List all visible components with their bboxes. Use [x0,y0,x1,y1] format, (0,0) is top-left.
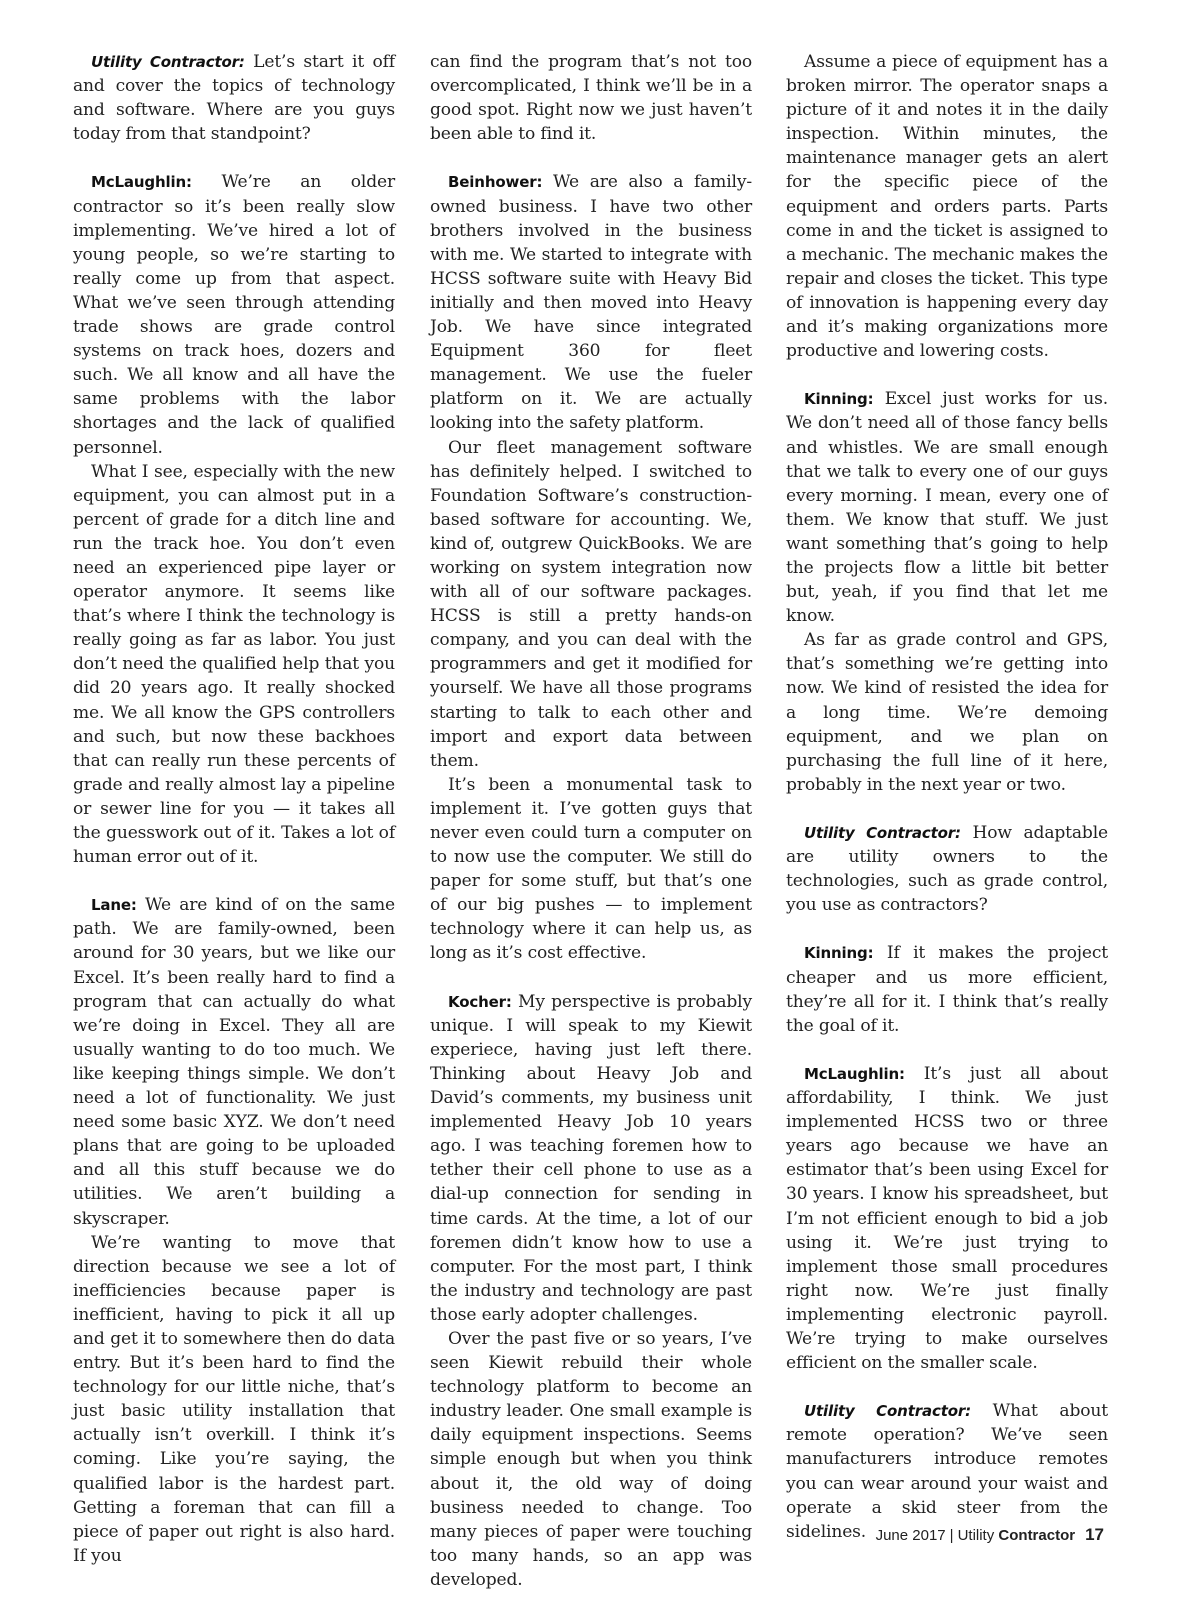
paragraph-text: Excel just works for us. We don’t need all of those fancy bells and whistles. We are small enough that we talk to every one of our guys every morning. I mean, every one of them. We know that stuff. We just want something that’s going to help the projects flow a little bit better but, yeah, if you find that let me know. [786,389,1108,627]
footer-separator: | [949,1527,954,1544]
paragraph-text: What I see, especially with the new equipment, you can almost put in a percent of grade for a ditch line and run the track hoe. You don’t even need an experienced pipe layer or operator anymore. It seems like that’s where I think the technology is really going as far as labor. You just don’t need the qualified help that you did 20 years ago. It really shocked me. We all know the GPS controllers and such, but now these backhoes that can really run these percents of grade and really almost lay a pipeline or sewer line for you — it takes all the guesswork out of it. Takes a lot of human error out of it. [73,461,395,868]
paragraph-text: We are kind of on the same path. We are family-owned, been around for 30 years, but we like our Excel. It’s been really hard to find a program that can actually do what we’re doing in Excel. They all are usually wanting to do too much. We like keeping things simple. We don’t need a lot of functionality. We just need some basic XYZ. We don’t need plans that are going to be uploaded and all this stuff because we do utilities. We aren’t building a skyscraper. [73,895,395,1229]
paragraph-gap [73,869,395,893]
speaker-label: Utility Contractor: [804,1402,971,1421]
body-paragraph [430,773,752,966]
body-paragraph [73,460,395,870]
body-paragraph-continued [430,50,752,146]
paragraph-text: What about remote operation? We’ve seen manufacturers introduce remotes you can wear around your waist and operate a skid steer from the sidelines. [786,1401,1108,1542]
speaker-label: Utility Contractor: [91,53,245,71]
paragraph-text: My perspective is probably unique. I will speak to my Kiewit experiece, having just left there. Thinking about Heavy Job and David’s comments, my business unit implemented Heavy Job 10 years ago. I was teaching foremen how to tether their cell phone to use as a dial-up connection for sending in time cards. At the time, a lot of our foremen didn’t know how to use a computer. For the most part, I think the industry and technology are past those early adopter challenges. [430,991,752,1325]
paragraph-text: It’s just all about affordability, I think. We just implemented HCSS two or three years ago because we have an estimator that’s been using Excel for 30 years. I know his spreadsheet, but I’m not efficient enough to bid a job using it. We’re just trying to implement those small procedures right now. We’re just finally implementing electronic payroll. We’re trying to make ourselves efficient on the smaller scale. [786,1063,1108,1374]
qa-paragraph [786,941,1108,1037]
qa-paragraph [786,1399,1108,1544]
issue-date: June 2017 [875,1527,946,1544]
speaker-label: Kinning: [804,944,874,963]
paragraph-text: As far as grade control and GPS, that’s something we’re getting into now. We kind of resisted the idea for a long time. We’re demoing equipment, and we plan on purchasing the full line of it here, probably in the next year or two. [786,630,1108,795]
paragraph-gap [786,363,1108,387]
paragraph-text: We are also a family-owned business. I have two other brothers involved in the business with me. We started to integrate with HCSS software suite with Heavy Bid initially and then moved into Heavy Job. We have since integrated Equipment 360 for fleet management. We use the fueler platform on it. We are actually looking into the safety platform. [430,172,752,434]
speaker-label: McLaughlin: [91,173,192,192]
body-paragraph [73,1231,395,1568]
qa-paragraph [430,170,752,435]
page-footer [876,1525,1104,1545]
speaker-label: Lane: [91,896,137,915]
text-column-2 [430,50,752,1592]
paragraph-text: Our fleet management software has definitely helped. I switched to Foundation Software’s construction-based software for accounting. We, kind of, outgrew QuickBooks. We are working on system integration now with all of our software packages. HCSS is still a pretty hands-on company, and you can deal with the programmers and get it modified for yourself. We have all those programs starting to talk to each other and import and export data between them. [430,437,752,771]
paragraph-text: can find the program that’s not too overcomplicated, I think we’ll be in a good spot. Right now we just haven’t been able to find it. [430,52,752,145]
qa-paragraph [786,821,1108,917]
paragraph-text: We’re wanting to move that direction because we see a lot of inefficiencies because paper is inefficient, having to pick it all up and get it to somewhere then do data entry. But it’s been hard to find the technology for our little niche, that’s just basic utility installation that actually isn’t overkill. I think it’s coming. Like you’re saying, the qualified labor is the hardest part. Getting a foreman that can fill a piece of paper out right is also hard. If you [73,1232,395,1566]
paragraph-gap [73,146,395,170]
paragraph-gap [430,146,752,170]
text-column-3 [786,50,1108,1544]
qa-paragraph [73,893,395,1230]
body-paragraph [430,436,752,773]
speaker-label: McLaughlin: [804,1064,905,1083]
paragraph-text: Over the past five or so years, I’ve seen Kiewit rebuild their whole technology platform to become an industry leader. One small example is daily equipment inspections. Seems simple enough but when you think about it, the old way of doing business needed to change. Too many pieces of paper were touching too many hands, so an app was developed. [430,1328,752,1590]
body-paragraph [786,50,1108,363]
paragraph-text: If it makes the project cheaper and us more efficient, they’re all for it. I think that’s really the goal of it. [786,943,1108,1036]
paragraph-text: We’re an older contractor so it’s been really slow implementing. We’ve hired a lot of young people, so we’re starting to really come up from that aspect. What we’ve seen through attending trade shows are grade control systems on track hoes, dozers and such. We all know and all have the same problems with the labor shortages and the lack of qualified personnel. [73,172,395,458]
paragraph-gap [786,917,1108,941]
qa-paragraph [786,387,1108,628]
qa-paragraph [73,50,395,146]
body-paragraph [786,628,1108,797]
page-number: 17 [1085,1525,1104,1544]
speaker-label: Utility Contractor: [804,824,961,842]
paragraph-gap [430,966,752,990]
publication-name-prefix: Utility [957,1527,995,1544]
paragraph-gap [786,1038,1108,1062]
speaker-label: Kocher: [448,992,512,1011]
paragraph-text: It’s been a monumental task to implement it. I’ve gotten guys that never even could turn a computer on to now use the computer. We still do paper for some stuff, but that’s one of our big pushes — to implement technology where it can help us, as long as it’s cost effective. [430,774,752,964]
qa-paragraph [786,1062,1108,1375]
paragraph-text: How adaptable are utility owners to the technologies, such as grade control, you use as contractors? [786,823,1108,916]
publication-name-bold: Contractor [998,1527,1076,1544]
paragraph-text: Let’s start it off and cover the topics of technology and software. Where are you guys today from that standpoint? [73,52,395,145]
qa-paragraph [73,170,395,459]
paragraph-gap [786,1375,1108,1399]
body-paragraph [430,1327,752,1592]
speaker-label: Beinhower: [448,173,543,192]
paragraph-gap [786,797,1108,821]
qa-paragraph [430,990,752,1327]
text-column-1 [73,50,395,1568]
speaker-label: Kinning: [804,390,874,409]
paragraph-text: Assume a piece of equipment has a broken mirror. The operator snaps a picture of it and notes it in the daily inspection. Within minutes, the maintenance manager gets an alert for the specific piece of the equipment and orders parts. Parts come in and the ticket is assigned to a mechanic. The mechanic makes the repair and closes the ticket. This type of innovation is happening every day and it’s making organizations more productive and lowering costs. [786,52,1108,362]
